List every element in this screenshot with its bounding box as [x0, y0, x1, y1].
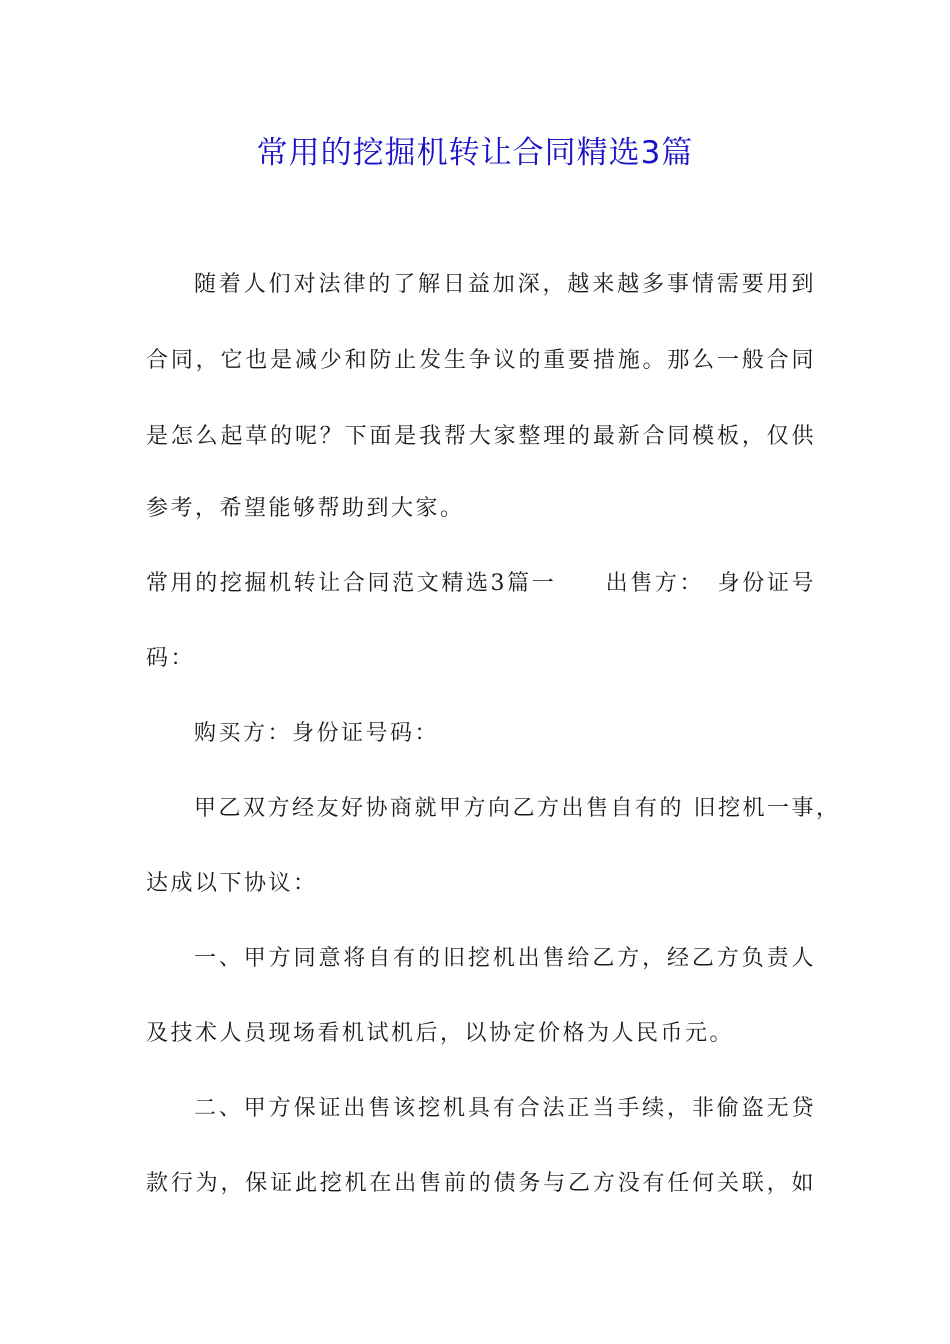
paragraph-line: 及技术人员现场看机试机后，以协定价格为人民币元。 — [146, 1021, 735, 1046]
section-heading-line: 常用的挖掘机转让合同范文精选3篇一 出售方： 身份证号 — [146, 571, 816, 596]
paragraph-line: 合同，它也是减少和防止发生争议的重要措施。那么一般合同 — [146, 348, 816, 373]
paragraph-line: 二、甲方保证出售该挖机具有合法正当手续，非偷盗无贷 — [194, 1096, 816, 1121]
paragraph-line: 随着人们对法律的了解日益加深，越来越多事情需要用到 — [194, 272, 816, 297]
paragraph-line: 达成以下协议： — [146, 871, 318, 896]
paragraph-line: 甲乙双方经友好协商就甲方向乙方出售自有的 旧挖机一事， — [194, 796, 841, 821]
paragraph-line: 一、甲方同意将自有的旧挖机出售给乙方，经乙方负责人 — [194, 946, 816, 971]
paragraph-line: 参考，希望能够帮助到大家。 — [146, 496, 465, 521]
paragraph-line: 购买方：身份证号码： — [194, 721, 440, 746]
document-title: 常用的挖掘机转让合同精选3篇 — [256, 135, 694, 171]
paragraph-line: 码： — [146, 646, 196, 671]
paragraph-line: 是怎么起草的呢？下面是我帮大家整理的最新合同模板，仅供 — [146, 424, 816, 449]
paragraph-line: 款行为，保证此挖机在出售前的债务与乙方没有任何关联，如 — [146, 1171, 816, 1196]
